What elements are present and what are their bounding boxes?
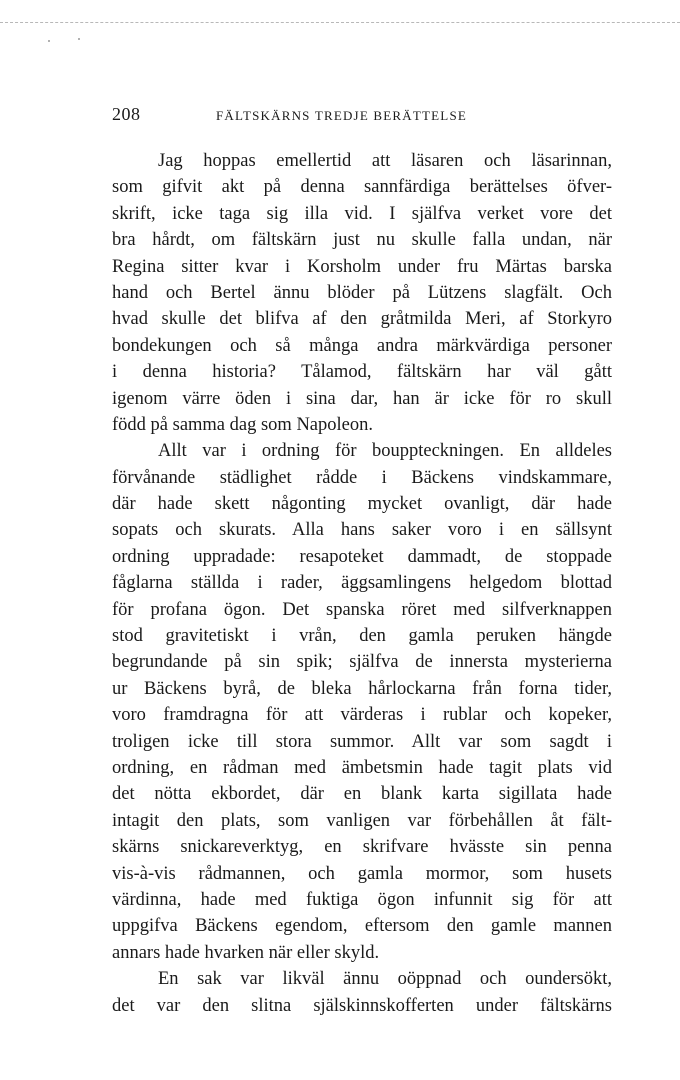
running-title: FÄLTSKÄRNS TREDJE BERÄTTELSE xyxy=(216,108,468,123)
text-line: intagit den plats, som vanligen var förbehållen åt fält- xyxy=(112,810,612,831)
text-line: begrundande på sin spik; själfva de innersta mysterierna xyxy=(112,652,612,673)
text-line: det nötta ekbordet, där en blank karta sigillata hade xyxy=(112,784,612,805)
text-line: igenom värre öden i sina dar, han är icke för ro skull xyxy=(112,388,612,409)
text-line: förvånande städlighet rådde i Bäckens vindskammare, xyxy=(112,467,612,488)
body-text xyxy=(112,148,612,1019)
text-line: hand och Bertel ännu blöder på Lützens slagfält. Och xyxy=(112,282,612,303)
text-line: värdinna, hade med fuktiga ögon infunnit sig för att xyxy=(112,889,612,910)
text-line: stod gravitetiskt i vrån, den gamla peruken hängde xyxy=(112,626,612,647)
page-number: 208 xyxy=(112,104,141,124)
text-line: uppgifva Bäckens egendom, eftersom den gamle mannen xyxy=(112,916,612,937)
text-line: född på samma dag som Napoleon. xyxy=(112,414,373,435)
text-line: som gifvit akt på denna sannfärdiga berättelses öfver- xyxy=(112,177,612,198)
top-page-edge-rule xyxy=(0,22,680,23)
text-line: bra hårdt, om fältskärn just nu skulle falla undan, när xyxy=(112,230,612,251)
text-line: fåglarna ställda i rader, äggsamlingens helgedom blottad xyxy=(112,573,612,594)
text-line: i denna historia? Tålamod, fältskärn har väl gått xyxy=(112,362,612,383)
text-line: annars hade hvarken när eller skyld. xyxy=(112,942,380,963)
text-line: för profana ögon. Det spanska röret med silfverknappen xyxy=(112,599,612,620)
text-line: Allt var i ordning för bouppteckningen. En alldeles xyxy=(158,441,612,462)
text-line: troligen icke till stora summor. Allt var som sagdt i xyxy=(112,731,612,752)
text-line: skärns snickareverktyg, en skrifvare hvässte sin penna xyxy=(112,837,612,858)
text-line: sopats och skurats. Alla hans saker voro i en sällsynt xyxy=(112,520,612,541)
text-line: voro framdragna för att värderas i rublar och kopeker, xyxy=(112,705,612,726)
text-line: ordning, en rådman med ämbetsmin hade tagit plats vid xyxy=(112,757,612,778)
text-line: hvad skulle det blifva af den gråtmilda Meri, af Storkyro xyxy=(112,309,612,330)
text-line: En sak var likväl ännu oöppnad och oundersökt, xyxy=(158,969,612,990)
text-line: Regina sitter kvar i Korsholm under fru Märtas barska xyxy=(112,256,612,277)
scan-speck xyxy=(48,40,50,42)
page-header xyxy=(112,104,612,128)
text-line: vis-à-vis rådmannen, och gamla mormor, som husets xyxy=(112,863,612,884)
paragraph-2 xyxy=(112,438,612,966)
text-line: det var den slitna själskinnskofferten under fältskärns xyxy=(112,995,612,1016)
paragraph-1 xyxy=(112,148,612,438)
text-line: Jag hoppas emellertid att läsaren och läsarinnan, xyxy=(158,151,612,171)
scan-speck xyxy=(78,38,80,40)
text-line: ordning uppradade: resapoteket dammadt, de stoppade xyxy=(112,546,612,567)
paragraph-3 xyxy=(112,966,612,1019)
text-line: bondekungen och så många andra märkvärdiga personer xyxy=(112,335,612,356)
text-line: där hade skett någonting mycket ovanligt, där hade xyxy=(112,494,612,515)
text-line: ur Bäckens byrå, de bleka hårlockarna från forna tider, xyxy=(112,678,612,699)
text-line: skrift, icke taga sig illa vid. I själfva verket vore det xyxy=(112,203,612,224)
